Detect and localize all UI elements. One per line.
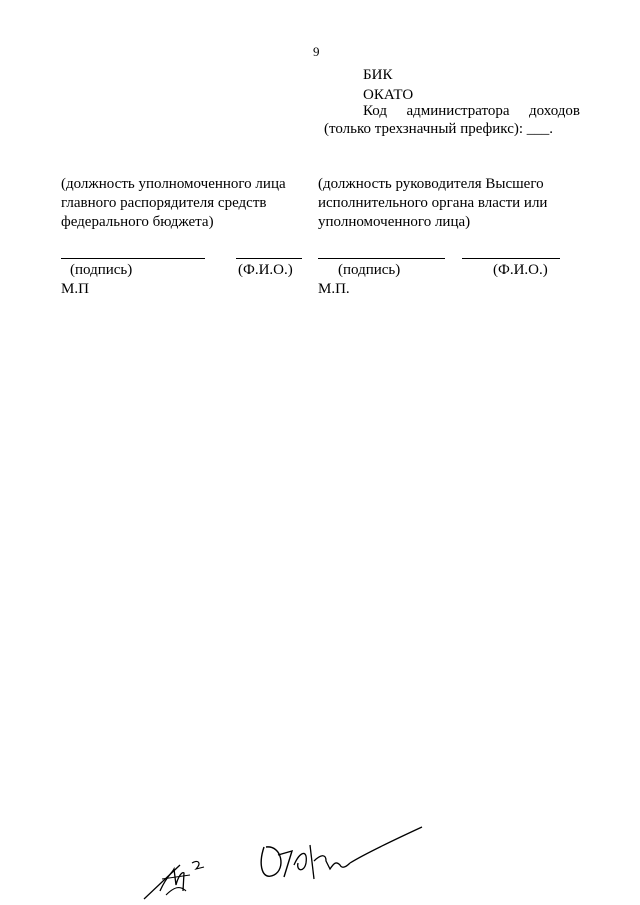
okato-label: ОКАТО xyxy=(363,87,414,103)
right-stamp-label: М.П. xyxy=(318,281,350,297)
right-name-line xyxy=(462,258,560,259)
bik-label: БИК xyxy=(363,67,393,83)
code-word-1: Код xyxy=(363,103,387,119)
code-word-2: администратора xyxy=(406,103,510,119)
signature-left xyxy=(140,855,210,903)
right-position-text: (должность руководителя Высшего исполнительного органа власти или уполномоченного лица) xyxy=(318,176,548,230)
revenue-admin-code-line xyxy=(363,103,580,120)
left-signature-caption: (подпись) xyxy=(70,262,133,278)
left-name-line xyxy=(236,258,302,259)
page-number: 9 xyxy=(313,44,320,59)
left-position-text: (должность уполномоченного лица главного распорядителя средств федерального бюджета) xyxy=(61,176,286,230)
left-signature-line xyxy=(61,258,205,259)
left-name-caption: (Ф.И.О.) xyxy=(238,262,293,278)
prefix-line: (только трехзначный префикс): ___. xyxy=(324,121,554,137)
right-name-caption: (Ф.И.О.) xyxy=(493,262,548,278)
right-signature-line xyxy=(318,258,445,259)
signature-right xyxy=(256,825,426,885)
left-stamp-label: М.П xyxy=(61,281,89,297)
right-signature-caption: (подпись) xyxy=(338,262,401,278)
code-word-3: доходов xyxy=(529,103,580,119)
